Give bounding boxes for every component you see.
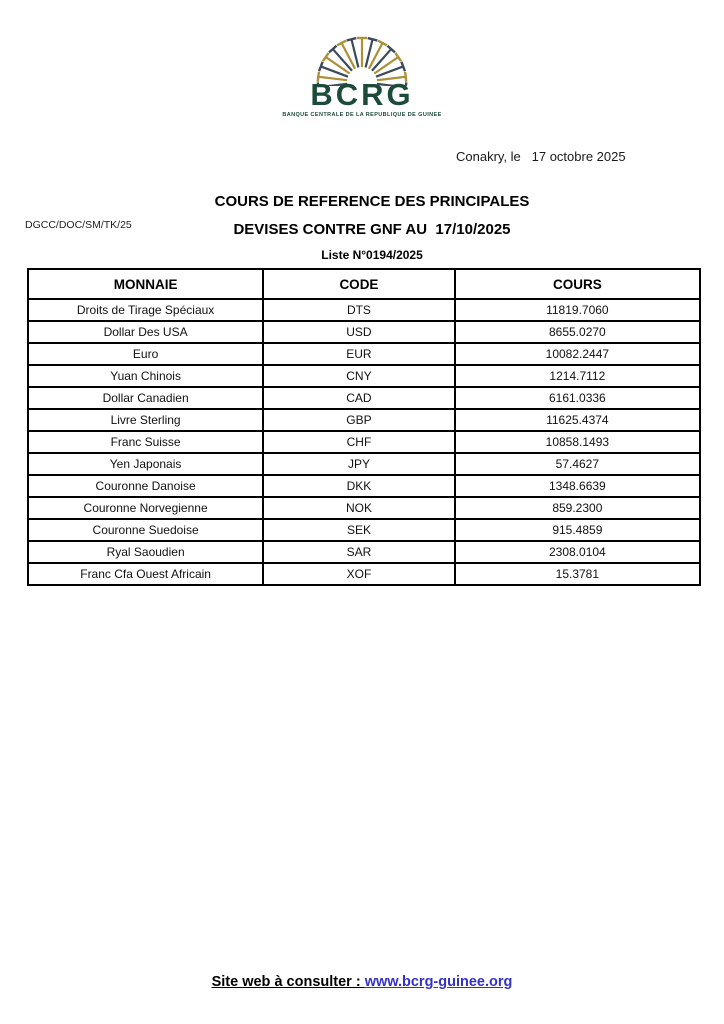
table-row [28, 409, 700, 431]
header-monnaie: MONNAIE [28, 269, 263, 299]
monnaie-cell: Dollar Canadien [28, 387, 263, 409]
cours-cell: 1348.6639 [455, 475, 700, 497]
code-cell: NOK [263, 497, 455, 519]
footer [0, 974, 724, 990]
cours-cell: 1214.7112 [455, 365, 700, 387]
sunburst-rays-icon [282, 16, 442, 86]
cours-cell: 57.4627 [455, 453, 700, 475]
exchange-rates-table [27, 268, 701, 586]
monnaie-cell: Couronne Norvegienne [28, 497, 263, 519]
code-cell: USD [263, 321, 455, 343]
monnaie-cell: Euro [28, 343, 263, 365]
footer-label: Site web à consulter : [211, 974, 365, 990]
bcrg-logo [0, 16, 724, 118]
code-cell: CNY [263, 365, 455, 387]
monnaie-cell: Yen Japonais [28, 453, 263, 475]
cours-cell: 10858.1493 [455, 431, 700, 453]
header-cours: COURS [455, 269, 700, 299]
code-cell: JPY [263, 453, 455, 475]
cours-cell: 15.3781 [455, 563, 700, 585]
cours-cell: 6161.0336 [455, 387, 700, 409]
table-header-row [28, 269, 700, 299]
monnaie-cell: Livre Sterling [28, 409, 263, 431]
monnaie-cell: Dollar Des USA [28, 321, 263, 343]
code-cell: XOF [263, 563, 455, 585]
monnaie-cell: Franc Suisse [28, 431, 263, 453]
code-cell: DKK [263, 475, 455, 497]
table-row [28, 519, 700, 541]
table-row [28, 387, 700, 409]
code-cell: SEK [263, 519, 455, 541]
footer-link[interactable]: www.bcrg-guinee.org [364, 974, 513, 990]
monnaie-cell: Yuan Chinois [28, 365, 263, 387]
table-row [28, 475, 700, 497]
monnaie-cell: Droits de Tirage Spéciaux [28, 299, 263, 321]
table-row [28, 431, 700, 453]
monnaie-cell: Ryal Saoudien [28, 541, 263, 563]
table-row [28, 343, 700, 365]
cours-cell: 915.4859 [455, 519, 700, 541]
cours-cell: 859.2300 [455, 497, 700, 519]
code-cell: DTS [263, 299, 455, 321]
title-line-1: COURS DE REFERENCE DES PRINCIPALES [214, 193, 530, 210]
cours-cell: 8655.0270 [455, 321, 700, 343]
header-code: CODE [263, 269, 455, 299]
cours-cell: 2308.0104 [455, 541, 700, 563]
table-row [28, 299, 700, 321]
table-row [28, 365, 700, 387]
code-cell: SAR [263, 541, 455, 563]
cours-cell: 10082.2447 [455, 343, 700, 365]
code-cell: GBP [263, 409, 455, 431]
title-line-2: DEVISES CONTRE GNF AU 17/10/2025 [233, 221, 511, 238]
table-row [28, 541, 700, 563]
table-row [28, 497, 700, 519]
table-row [28, 453, 700, 475]
code-cell: CAD [263, 387, 455, 409]
cours-cell: 11819.7060 [455, 299, 700, 321]
monnaie-cell: Couronne Suedoise [28, 519, 263, 541]
logo-wordmark: BCRG [310, 77, 414, 112]
table-row [28, 563, 700, 585]
list-number: Liste N°0194/2025 [321, 248, 423, 262]
table-row [28, 321, 700, 343]
monnaie-cell: Couronne Danoise [28, 475, 263, 497]
cours-cell: 11625.4374 [455, 409, 700, 431]
reference-code: DGCC/DOC/SM/TK/25 [25, 219, 132, 231]
code-cell: CHF [263, 431, 455, 453]
date-line: Conakry, le 17 octobre 2025 [456, 149, 626, 164]
code-cell: EUR [263, 343, 455, 365]
monnaie-cell: Franc Cfa Ouest Africain [28, 563, 263, 585]
title-block [20, 193, 724, 262]
logo-tagline: BANQUE CENTRALE DE LA REPUBLIQUE DE GUINEE [282, 112, 442, 118]
